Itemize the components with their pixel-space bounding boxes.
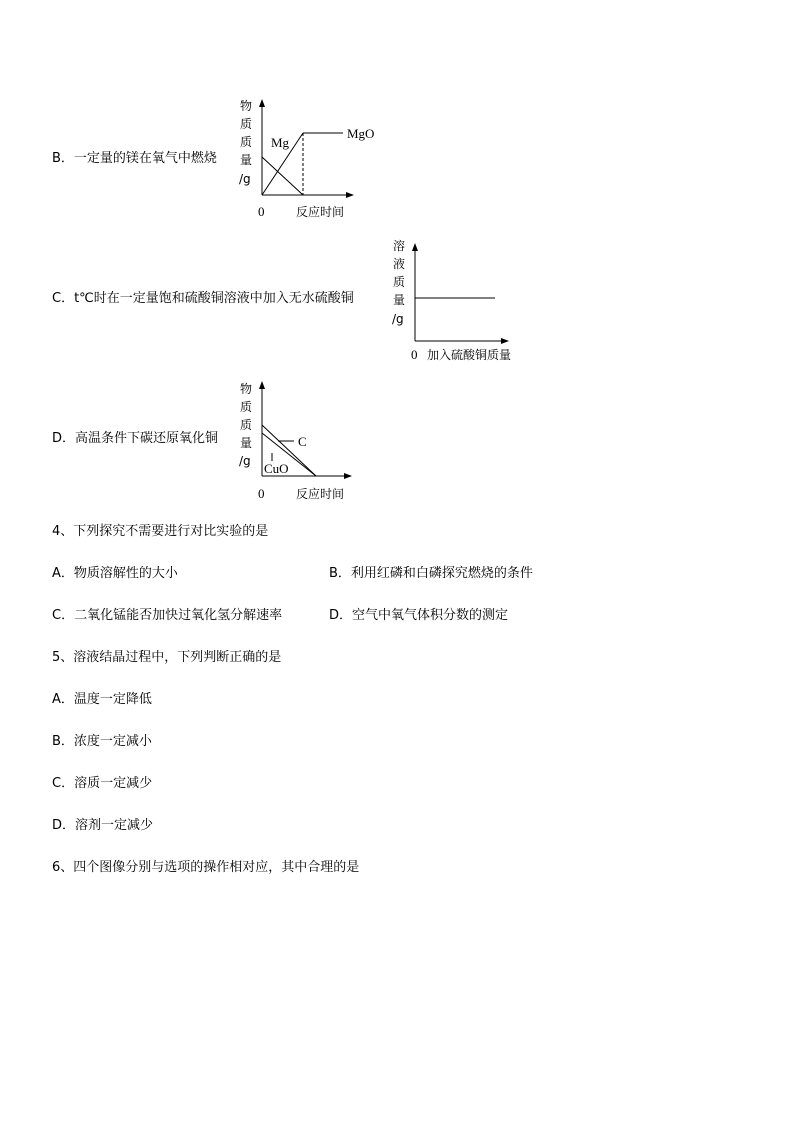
q4-option-a: A．物质溶解性的大小 [52,566,178,581]
graph-d-y-arrow [259,381,265,389]
q3-option-d: D．高温条件下碳还原氧化铜 [52,431,219,446]
graph-d-ylabel-1: 物 [240,382,253,396]
graph-c-x-arrow [501,338,509,344]
graph-c-ylabel-1: 溶 [393,239,406,253]
q5-option-b: B．浓度一定减小 [52,734,152,749]
graph-c-ylabel-2: 液 [393,257,406,271]
graph-c-xlabel: 加入硫酸铜质量 [427,348,512,362]
graph-b-origin: 0 [258,204,265,219]
q4-option-d: D．空气中氧气体积分数的测定 [329,608,509,623]
graph-d-origin: 0 [258,486,265,501]
graph-b-ylabel-1: 物 [240,99,253,113]
graph-b-label-mg: Mg [271,135,290,150]
graph-b [230,95,375,225]
graph-d-ylabel-2: 质 [240,400,253,414]
q5-option-d: D．溶剂一定减少 [52,818,154,833]
q3-option-c: C．t℃时在一定量饱和硫酸铜溶液中加入无水硫酸铜 [52,291,354,306]
graph-d-ylabel-3: 质 [240,418,253,432]
graph-d-xlabel: 反应时间 [296,487,345,501]
graph-d [230,375,370,505]
graph-c-y-arrow [412,243,418,251]
graph-b-xlabel: 反应时间 [296,205,345,219]
graph-d-label-cuo: CuO [264,461,289,476]
graph-d-x-arrow [344,473,352,479]
graph-b-ylabel-5: /g [239,172,251,186]
graph-b-ylabel-4: 量 [240,153,253,167]
graph-c-ylabel-5: /g [392,312,404,326]
q3-option-b: B．一定量的镁在氧气中燃烧 [52,151,217,166]
graph-b-label-mgo: MgO [347,126,375,141]
q5-option-c: C．溶质一定减少 [52,776,153,791]
graph-d-ylabel-4: 量 [240,436,253,450]
graph-c [385,235,545,365]
q5-option-a: A．温度一定降低 [52,692,152,707]
graph-b-ylabel-3: 质 [240,135,253,149]
graph-b-y-arrow [259,99,265,107]
graph-c-ylabel-4: 量 [393,293,406,307]
graph-d-ylabel-5: /g [239,454,251,468]
q6-stem: 6、四个图像分别与选项的操作相对应，其中合理的是 [52,860,360,875]
q4-option-c: C．二氧化锰能否加快过氧化氢分解速率 [52,608,283,623]
graph-b-ylabel-2: 质 [240,117,253,131]
q4-option-b: B．利用红磷和白磷探究燃烧的条件 [329,566,533,581]
graph-b-mg-line [262,157,303,195]
graph-c-origin: 0 [411,347,418,362]
graph-c-ylabel-3: 质 [393,275,406,289]
q5-stem: 5、溶液结晶过程中，下列判断正确的是 [52,650,282,665]
graph-d-label-c: C [298,434,307,449]
graph-b-x-arrow [346,192,354,198]
q4-stem: 4、下列探究不需要进行对比实验的是 [52,524,269,539]
